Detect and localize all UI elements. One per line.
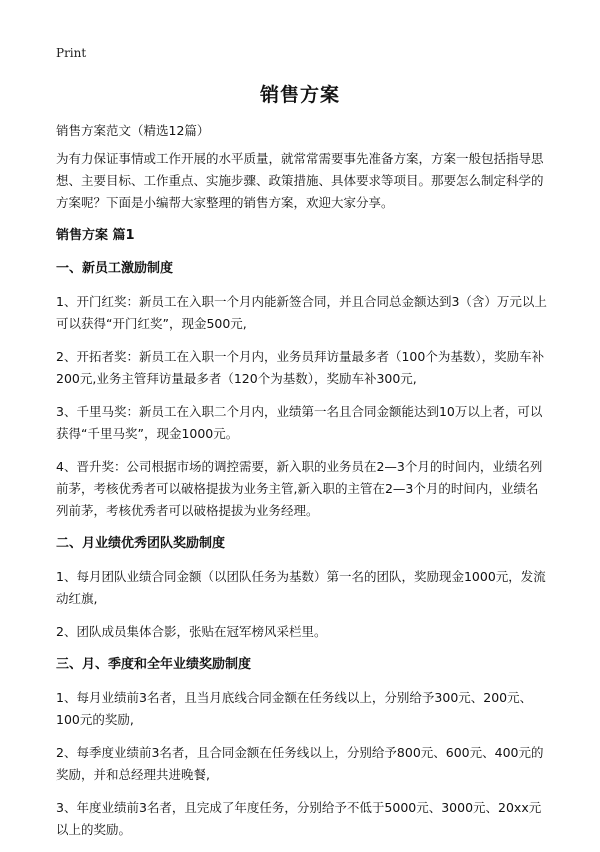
print-link[interactable]: Print	[56, 46, 87, 60]
section-item: 1、开门红奖：新员工在入职一个月内能新签合同，并且合同总金额达到3（含）万元以上可以获得“开门红奖”，现金500元,	[56, 294, 547, 331]
article-body	[56, 120, 548, 852]
section-period-rewards	[56, 654, 548, 841]
section-item: 1、每月业绩前3名者，且当月底线合同金额在任务线以上，分别给予300元、200元、100元的奖励,	[56, 690, 533, 727]
intro-paragraph: 为有力保证事情或工作开展的水平质量，就常常需要事先准备方案，方案一般包括指导思想、主要目标、工作重点、实施步骤、政策措施、具体要求等项目。那要怎么制定科学的方案呢？下面是小编帮大家整理的销售方案，欢迎大家分享。	[56, 151, 544, 210]
section-item: 1、每月团队业绩合同金额（以团队任务为基数）第一名的团队，奖励现金1000元，发流动红旗,	[56, 569, 546, 606]
section-new-staff	[56, 258, 548, 522]
section-item: 3、年度业绩前3名者，且完成了年度任务，分别给予不低于5000元、3000元、20xx元以上的奖励。	[56, 800, 542, 837]
section-item: 2、团队成员集体合影，张贴在冠军榜风采栏里。	[56, 624, 327, 639]
section-item: 2、每季度业绩前3名者，且合同金额在任务线以上，分别给予800元、600元、400元的奖励，并和总经理共进晚餐,	[56, 745, 544, 782]
article-subtitle: 销售方案范文（精选12篇）	[56, 123, 210, 138]
section-heading: 一、新员工激励制度	[56, 261, 174, 276]
page-title: 销售方案	[259, 84, 340, 106]
section-heading: 二、月业绩优秀团队奖励制度	[56, 536, 226, 551]
section-heading: 三、月、季度和全年业绩奖励制度	[56, 657, 252, 672]
part-heading: 销售方案 篇1	[56, 228, 135, 243]
section-item: 2、开拓者奖：新员工在入职一个月内，业务员拜访量最多者（100个为基数），奖励车补200元,业务主管拜访量最多者（120个为基数），奖励车补300元,	[56, 349, 545, 386]
section-team-monthly	[56, 533, 548, 643]
section-item: 3、千里马奖：新员工在入职二个月内，业绩第一名且合同金额能达到10万以上者，可以获得“千里马奖”，现金1000元。	[56, 404, 543, 441]
section-item: 4、晋升奖：公司根据市场的调控需要，新入职的业务员在2—3个月的时间内，业绩名列前茅，考核优秀者可以破格提拔为业务主管,新入职的主管在2—3个月的时间内，业绩名列前茅，考核优秀者可以破格提拔为业务经理。	[56, 459, 543, 518]
